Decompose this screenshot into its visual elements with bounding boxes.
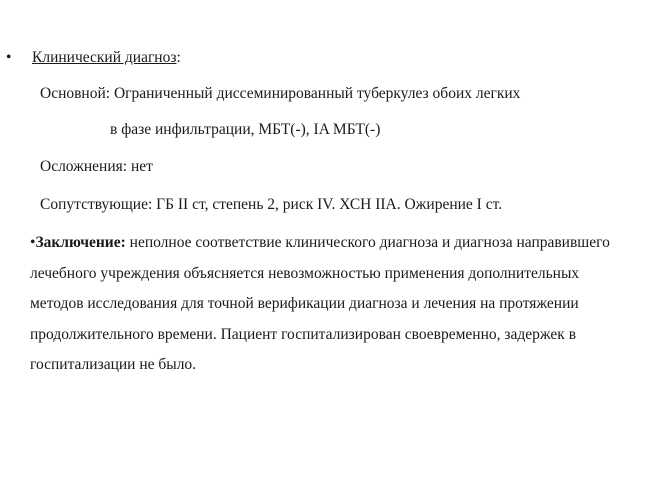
conclusion-row: методов исследования для точной верификации диагноза и лечения на протяжении [30,295,579,312]
clinical-diagnosis-heading [32,48,181,68]
conclusion-row: госпитализации не было. [30,356,197,373]
heading-text: Клинический диагноз [32,49,177,66]
bullet-marker: • [6,49,12,66]
conclusion-paragraph [30,228,630,381]
main-diagnosis-continuation: в фазе инфильтрации, МБТ(-), IA МБТ(-) [110,121,381,138]
complications-line: Осложнения: нет [40,158,153,175]
conclusion-row: продолжительного времени. Пациент госпитализирован своевременно, задержек в [30,325,577,343]
main-diagnosis-line: Основной: Ограниченный диссеминированный туберкулез обоих легких [40,85,521,102]
conclusion-bullet: • [30,234,36,251]
conclusion-text: неполное соответствие клинического диагноза и диагноза направившего [125,234,610,251]
conclusion-row [30,228,630,259]
conclusion-row: лечебного учреждения объясняется невозможностью применения дополнительных [30,264,580,282]
concomitant-line: Сопутствующие: ГБ II ст, степень 2, риск IV. ХСН IIА. Ожирение I ст. [40,196,503,213]
conclusion-label: Заключение: [35,234,126,251]
heading-colon: : [176,49,181,66]
